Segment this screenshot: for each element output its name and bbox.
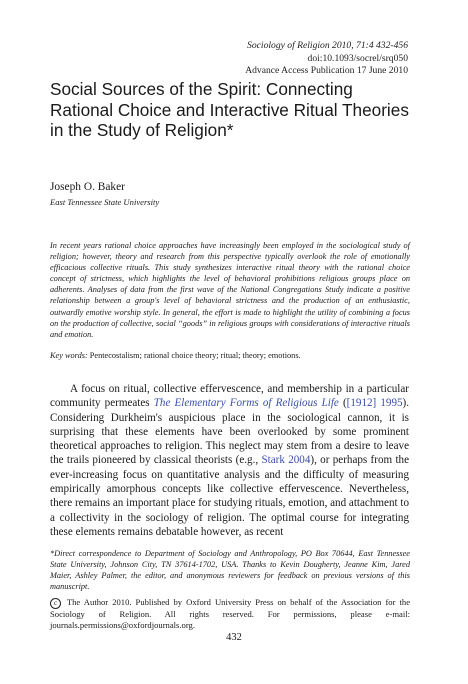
copyright-notice xyxy=(50,597,410,632)
body-paragraph xyxy=(50,382,409,539)
citation-link-year[interactable]: [1912] 1995 xyxy=(346,397,403,410)
author-affiliation: East Tennessee State University xyxy=(50,197,160,207)
abstract: In recent years rational choice approaches have increasingly been employed in the sociological study of religion; however, theory and research from this perspective typically overlook the role of emotionally efficacious collective rituals. This study synthesizes interactive ritual theory with the rational choice concept of strictness, which highlights the level of behavioral prohibitions religious groups place on adherents. Analyses of data from the first wave of the National Congregations Study indicate a positive relationship between a group's level of behavioral strictness and the production of an enthusiastic, outwardly emotive worship style. In general, the effort is made to highlight the utility of combining a focus on the production of collective, social “goods” in religious groups with considerations of interactive rituals and emotion. xyxy=(50,241,410,339)
page-number: 432 xyxy=(226,632,242,643)
copyright-text: The Author 2010. Published by Oxford University Press on behalf of the Association for the Sociology of Religion. All rights reserved. For permissions, please e-mail: journals.permissions@oxfordjournals.org. xyxy=(50,597,411,631)
footnote: *Direct correspondence to Department of Sociology and Anthropology, PO Box 70644, East Tennessee State University, Johnson City, TN 37614-1702, USA. Thanks to Kevin Dougherty, Jeanne Kim, Jared Maier, Ashley Palmer, the editor, and anonymous reviewers for feedback on previous versions of this manuscript. xyxy=(50,549,410,592)
body-text-segment: ). Considering Durkheim's auspicious place in the sociological cannon, it is surprising that these elements have been overlooked by some prominent theoretical approaches to religion. This neglect may stem from a desire to leave the trails pioneered by classical theorists (e.g., xyxy=(50,397,410,467)
keywords xyxy=(50,350,410,361)
body-text-segment: A focus on ritual, collective effervescence, and membership in a particular community permeates xyxy=(50,383,409,410)
doi[interactable]: doi:10.1093/socrel/srq050 xyxy=(307,52,408,64)
keywords-text: Pentecostalism; rational choice theory; ritual; theory; emotions. xyxy=(89,351,301,360)
body-text-segment: ), or perhaps from the ever-increasing focus on quantitative analysis and the difficulty of measuring empirically amorphous concepts like collective effervescence. Nevertheless, there remains an important place for studying rituals, emotion, and attachment to a collectivity in the sociology of religion. The optimal course for integrating these elements remains debatable however, as recent xyxy=(50,454,409,538)
citation-link-book[interactable]: The Elementary Forms of Religious Life xyxy=(153,397,339,410)
body-text xyxy=(50,382,409,539)
body-text-segment: ( xyxy=(338,397,347,410)
journal-header xyxy=(88,40,408,78)
copyright-icon: c xyxy=(50,598,61,609)
advance-access-date: Advance Access Publication 17 June 2010 xyxy=(245,65,408,76)
article-title: Social Sources of the Spirit: Connecting Rational Choice and Interactive Ritual Theories in the Study of Religion* xyxy=(50,79,409,140)
author-name: Joseph O. Baker xyxy=(50,181,125,193)
citation-link-stark[interactable]: Stark 2004 xyxy=(261,454,311,467)
keywords-label: Key words: xyxy=(50,351,88,360)
journal-citation: Sociology of Religion 2010, 71:4 432-456 xyxy=(247,40,408,51)
